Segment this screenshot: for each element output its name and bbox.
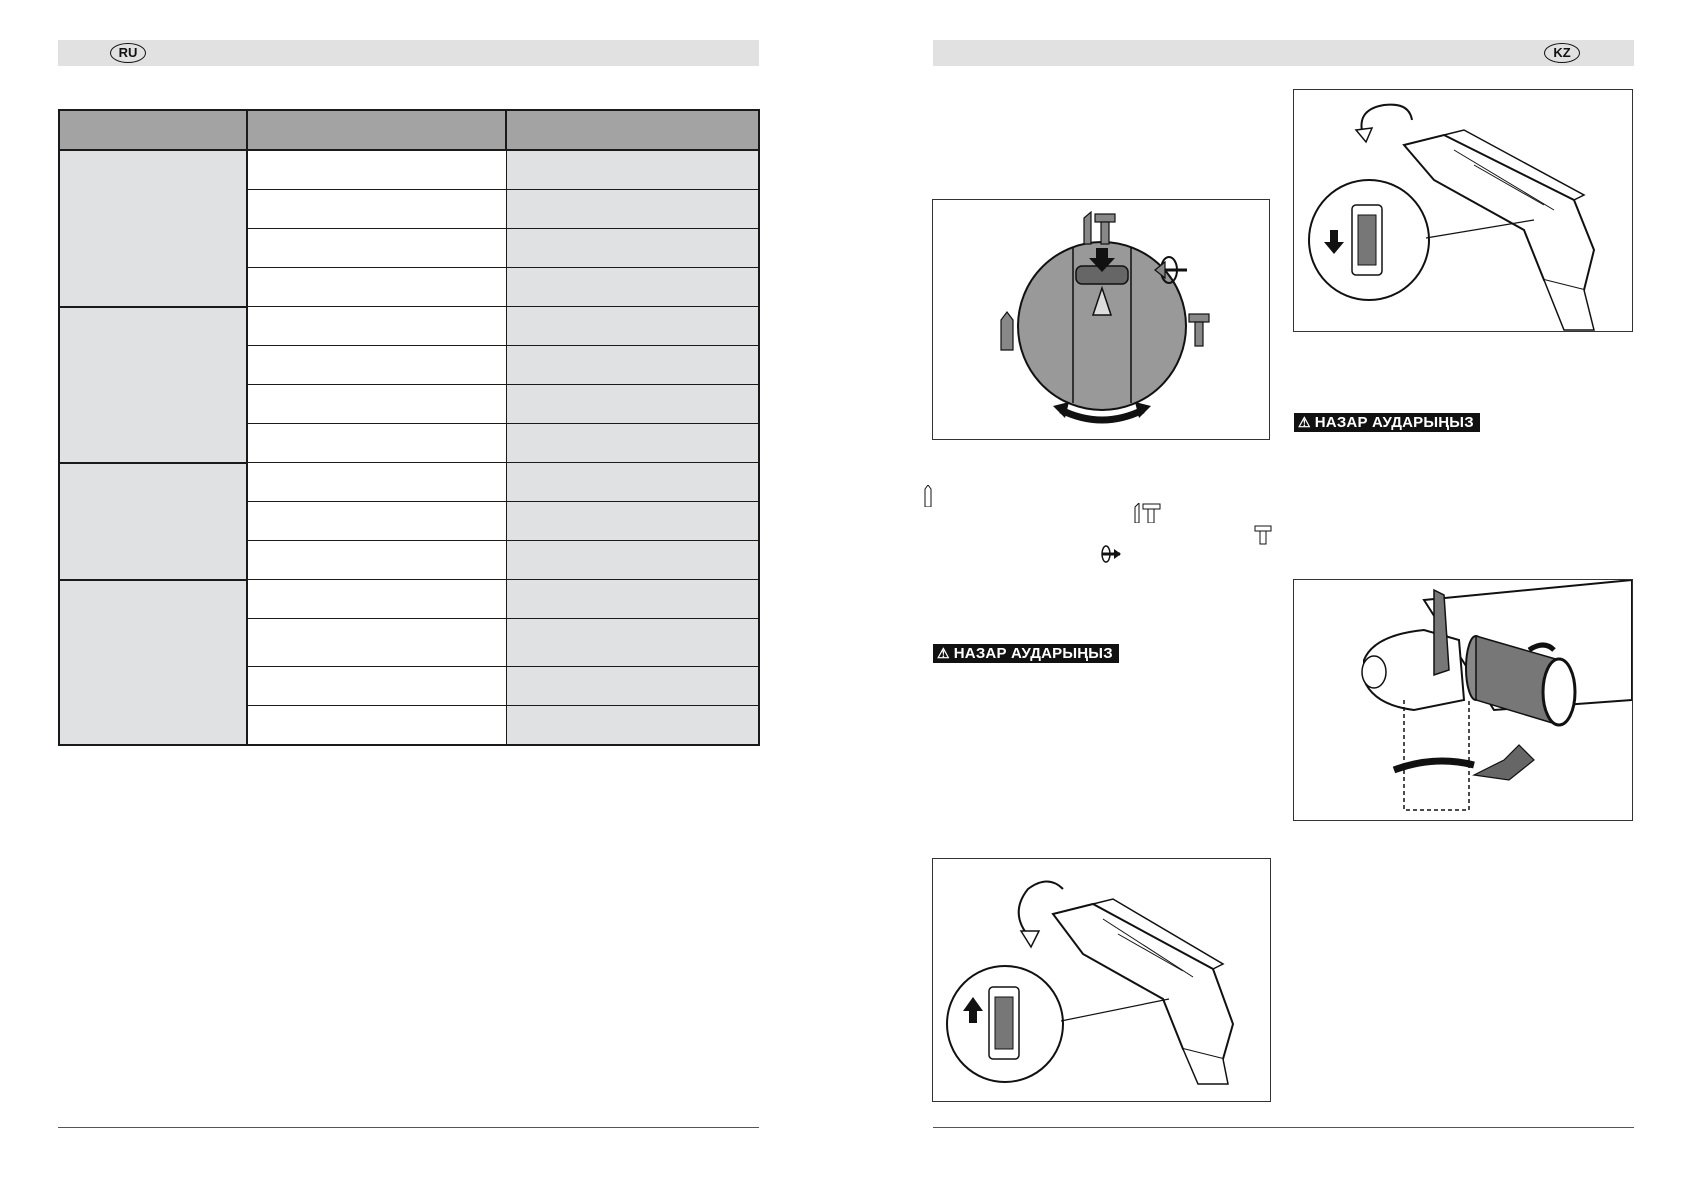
table-row bbox=[59, 150, 759, 190]
table-cell bbox=[247, 667, 506, 706]
chisel-icon bbox=[1189, 314, 1209, 346]
table-cell bbox=[506, 150, 759, 190]
table-cell bbox=[506, 424, 759, 463]
table-group-cell bbox=[59, 307, 247, 463]
table-group-cell bbox=[59, 580, 247, 746]
table-cell bbox=[506, 385, 759, 424]
table-cell bbox=[506, 667, 759, 706]
drill-hammer-icon bbox=[1084, 212, 1115, 244]
table-cell bbox=[247, 307, 506, 346]
table-cell bbox=[506, 463, 759, 502]
table-cell bbox=[247, 346, 506, 385]
footer-divider bbox=[933, 1127, 1634, 1128]
chisel-icon bbox=[1254, 525, 1272, 545]
table-cell bbox=[506, 706, 759, 746]
table-cell bbox=[247, 229, 506, 268]
table-group-cell bbox=[59, 150, 247, 307]
table-cell bbox=[247, 619, 506, 667]
table-header-cell bbox=[247, 110, 506, 150]
language-badge-ru: RU bbox=[110, 43, 146, 63]
table-row bbox=[59, 463, 759, 502]
warning-triangle-icon: ⚠ bbox=[937, 645, 950, 661]
table-cell bbox=[247, 385, 506, 424]
drill-bit-icon bbox=[924, 485, 932, 507]
table-cell bbox=[247, 190, 506, 229]
auxiliary-handle-figure bbox=[1293, 579, 1633, 821]
drill-bit-icon bbox=[1001, 312, 1013, 350]
table-cell bbox=[506, 307, 759, 346]
table-cell bbox=[247, 580, 506, 619]
table-cell bbox=[247, 706, 506, 746]
auxiliary-handle-illustration bbox=[1294, 580, 1632, 820]
table-cell bbox=[506, 229, 759, 268]
table-group-cell bbox=[59, 463, 247, 580]
table-cell bbox=[506, 580, 759, 619]
footer-divider bbox=[58, 1127, 759, 1128]
page-header-bar bbox=[933, 40, 1634, 66]
table-cell bbox=[506, 541, 759, 580]
mode-dial-illustration bbox=[933, 200, 1269, 439]
table-cell bbox=[247, 541, 506, 580]
warning-label: ⚠ НАЗАР АУДАРЫҢЫЗ bbox=[1294, 413, 1480, 432]
mode-selector-figure bbox=[932, 199, 1270, 440]
page-header-bar bbox=[58, 40, 759, 66]
table-row bbox=[59, 307, 759, 346]
direction-switch-down-figure bbox=[1293, 89, 1633, 332]
rotation-icon bbox=[1098, 544, 1122, 564]
table-row bbox=[59, 580, 759, 619]
table-cell bbox=[506, 190, 759, 229]
drill-forward-illustration bbox=[933, 859, 1270, 1101]
warning-triangle-icon: ⚠ bbox=[1298, 414, 1311, 430]
table-header-cell bbox=[59, 110, 247, 150]
warning-label: ⚠ НАЗАР АУДАРЫҢЫЗ bbox=[933, 644, 1119, 663]
table-cell bbox=[247, 150, 506, 190]
table-header-cell bbox=[506, 110, 759, 150]
table-cell bbox=[506, 502, 759, 541]
direction-switch-up-figure bbox=[932, 858, 1271, 1102]
table-cell bbox=[506, 268, 759, 307]
table-cell bbox=[506, 619, 759, 667]
spec-table bbox=[58, 109, 760, 746]
table-cell bbox=[247, 502, 506, 541]
drill-hammer-icon bbox=[1134, 503, 1162, 523]
table-cell bbox=[247, 268, 506, 307]
drill-reverse-illustration bbox=[1294, 90, 1632, 331]
language-badge-kz: KZ bbox=[1544, 43, 1580, 63]
table-header-row bbox=[59, 110, 759, 150]
table-cell bbox=[247, 424, 506, 463]
table-cell bbox=[506, 346, 759, 385]
table-cell bbox=[247, 463, 506, 502]
